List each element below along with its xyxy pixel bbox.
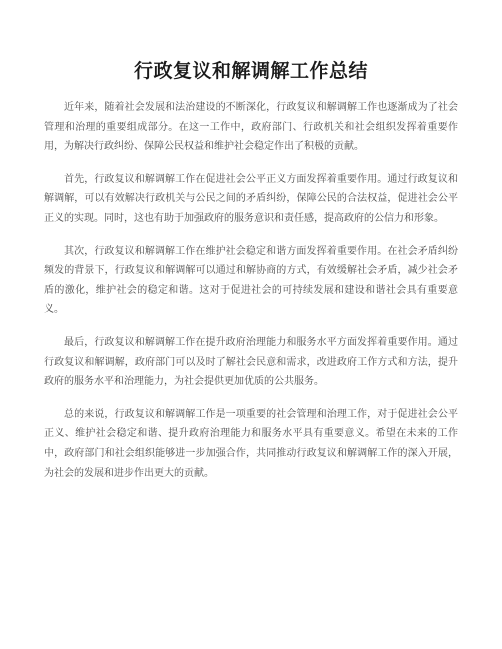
document-title: 行政复议和解调解工作总结 — [133, 60, 368, 82]
paragraph-final-point: 最后，行政复议和解调解工作在提升政府治理能力和服务水平方面发挥着重要作用。通过行政复议和解调解，政府部门可以及时了解社会民意和需求，改进政府工作方式和方法，提升政府的服务水平和治理能力，为社会提供更加优质的公共服务。 — [44, 336, 458, 388]
paragraph-intro: 近年来，随着社会发展和法治建设的不断深化，行政复议和解调解工作也逐渐成为了社会管理和治理的重要组成部分。在这一工作中，政府部门、行政机关和社会组织发挥着重要作用，为解决行政纠纷、保障公民权益和维护社会稳定作出了积极的贡献。 — [44, 102, 458, 153]
document-body — [44, 98, 458, 496]
paragraph-conclusion: 总的来说，行政复议和解调解工作是一项重要的社会管理和治理工作，对于促进社会公平正义、维护社会稳定和谐、提升政府治理能力和服务水平具有重要意义。希望在未来的工作中，政府部门和社会组织能够进一步加强合作，共同推动行政复议和解调解工作的深入开展，为社会的发展和进步作出更大的贡献。 — [44, 408, 458, 479]
paragraph-second-point: 其次，行政复议和解调解工作在维护社会稳定和谐方面发挥着重要作用。在社会矛盾纠纷频发的背景下，行政复议和解调解可以通过和解协商的方式，有效缓解社会矛盾，减少社会矛盾的激化，维护社会的稳定和谐。这对于促进社会的可持续发展和建设和谐社会具有重要意义。 — [44, 245, 458, 316]
paragraph-first-point: 首先，行政复议和解调解工作在促进社会公平正义方面发挥着重要作用。通过行政复议和解调解，可以有效解决行政机关与公民之间的矛盾纠纷，保障公民的合法权益，促进社会公平正义的实现。同时，这也有助于加强政府的服务意识和责任感，提高政府的公信力和形象。 — [44, 173, 458, 224]
